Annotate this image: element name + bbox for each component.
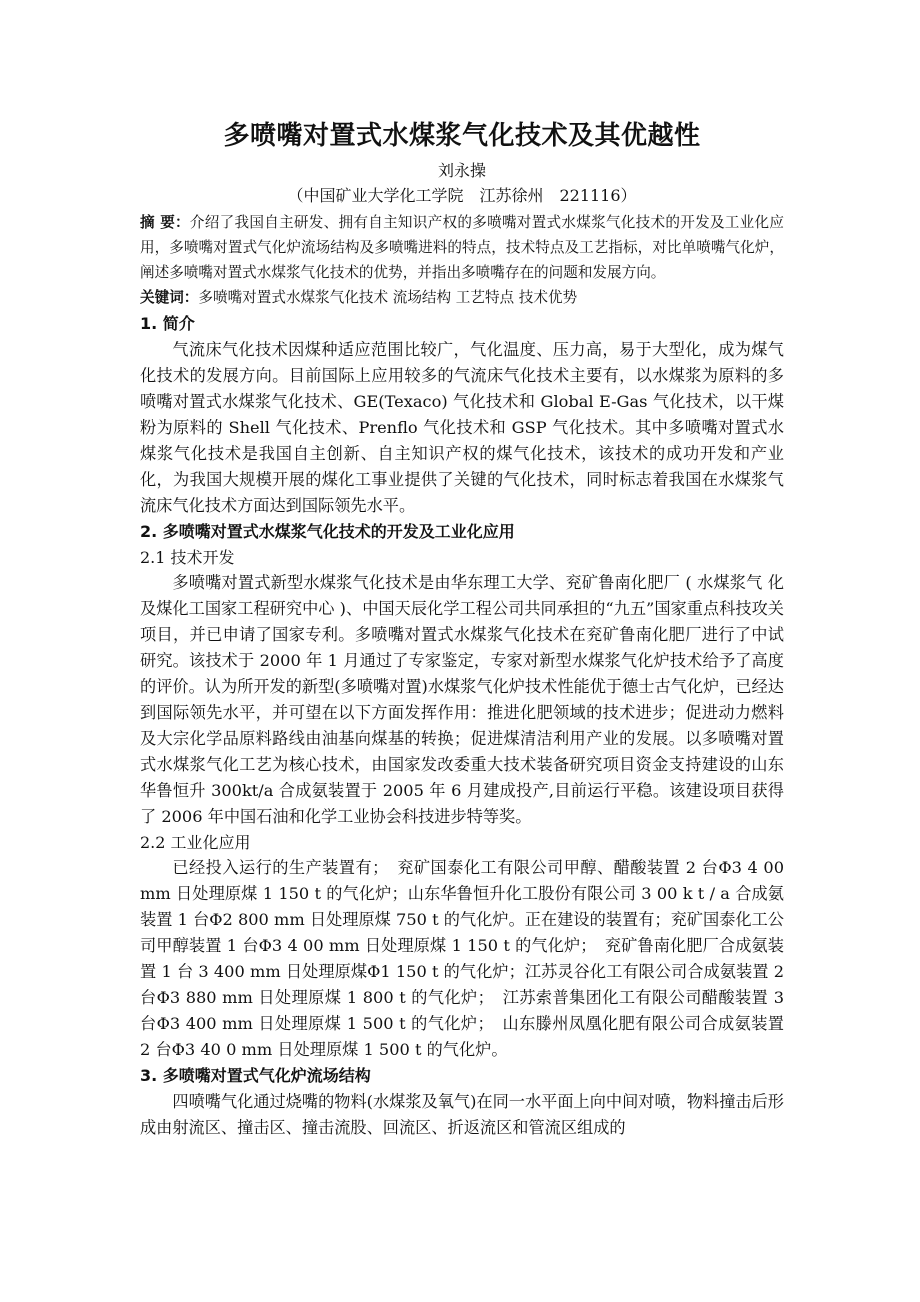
section-2-1-heading: 2.1 技术开发 xyxy=(140,548,235,567)
paper-title: 多喷嘴对置式水煤浆气化技术及其优越性 xyxy=(223,121,701,151)
section-1-paragraph: 气流床气化技术因煤种适应范围比较广，气化温度、压力高，易于大型化，成为煤气化技术的发展方向。目前国际上应用较多的气流床气化技术主要有，以水煤浆为原料的多喷嘴对置式水煤浆气化技术、GE(Texaco) 气化技术和 Global E-Gas 气化技术，以干煤粉为原料的 Shell 气化技术、Prenflo 气化技术和 GSP 气化技术。其中多喷嘴对置式水煤浆气化技术是我国自主创新、自主知识产权的煤气化技术，该技术的成功开发和产业化，为我国大规模开展的煤化工事业提供了关键的气化技术，同时标志着我国在水煤浆气流床气化技术方面达到国际领先水平。 xyxy=(140,340,784,515)
keywords-text: 多喷嘴对置式水煤浆气化技术 流场结构 工艺特点 技术优势 xyxy=(198,289,578,306)
abstract-text: 介绍了我国自主研发、拥有自主知识产权的多喷嘴对置式水煤浆气化技术的开发及工业化应用，多喷嘴对置式气化炉流场结构及多喷嘴进料的特点，技术特点及工艺指标，对比单喷嘴气化炉，阐述多喷嘴对置式水煤浆气化技术的优势，并指出多喷嘴存在的问题和发展方向。 xyxy=(140,214,784,281)
abstract xyxy=(140,210,784,285)
keywords xyxy=(140,285,784,310)
section-3-heading: 3. 多喷嘴对置式气化炉流场结构 xyxy=(140,1066,371,1085)
paper-affiliation: （中国矿业大学化工学院 江苏徐州 221116） xyxy=(287,186,637,205)
section-3-paragraph: 四喷嘴气化通过烧嘴的物料(水煤浆及氧气)在同一水平面上向中间对喷，物料撞击后形成由射流区、撞击区、撞击流股、回流区、折返流区和管流区组成的 xyxy=(140,1092,784,1137)
keywords-label: 关键词： xyxy=(140,289,199,306)
paper-author: 刘永操 xyxy=(437,161,486,180)
section-2-2-paragraph: 已经投入运行的生产装置有； 兖矿国泰化工有限公司甲醇、醋酸装置 2 台Φ3 4 00 mm 日处理原煤 1 150 t 的气化炉；山东华鲁恒升化工股份有限公司 3 00 k t / a 合成氨装置 1 台Φ2 800 mm 日处理原煤 750 t 的气化炉。正在建设的装置有；兖矿国泰化工公司甲醇装置 1 台Φ3 4 00 mm 日处理原煤 1 150 t 的气化炉； 兖矿鲁南化肥厂合成氨装置 1 台 3 400 mm 日处理原煤Φ1 150 t 的气化炉；江苏灵谷化工有限公司合成氨装置 2 台Φ3 880 mm 日处理原煤 1 800 t 的气化炉； 江苏索普集团化工有限公司醋酸装置 3 台Φ3 400 mm 日处理原煤 1 500 t 的气化炉； 山东滕州凤凰化肥有限公司合成氨装置 2 台Φ3 40 0 mm 日处理原煤 1 500 t 的气化炉。 xyxy=(140,858,784,1059)
section-2-1-paragraph: 多喷嘴对置式新型水煤浆气化技术是由华东理工大学、兖矿鲁南化肥厂 ( 水煤浆气 化及煤化工国家工程研究中心 )、中国天辰化学工程公司共同承担的“九五”国家重点科技攻关项目，并已申请了国家专利。多喷嘴对置式水煤浆气化技术在兖矿鲁南化肥厂进行了中试研究。该技术于 2000 年 1 月通过了专家鉴定，专家对新型水煤浆气化炉技术给予了高度的评价。认为所开发的新型(多喷嘴对置)水煤浆气化炉技术性能优于德士古气化炉，已经达到国际领先水平，并可望在以下方面发挥作用：推进化肥领域的技术进步；促进动力燃料及大宗化学品原料路线由油基向煤基的转换；促进煤清洁利用产业的发展。以多喷嘴对置式水煤浆气化工艺为核心技术，由国家发改委重大技术装备研究项目资金支持建设的山东华鲁恒升 300kt/a 合成氨装置于 2005 年 6 月建成投产,目前运行平稳。该建设项目获得了 2006 年中国石油和化学工业协会科技进步特等奖。 xyxy=(140,573,784,826)
abstract-label: 摘 要： xyxy=(140,214,190,231)
section-1-heading: 1. 简介 xyxy=(140,314,195,333)
section-2-heading: 2. 多喷嘴对置式水煤浆气化技术的开发及工业化应用 xyxy=(140,522,515,541)
section-2-2-heading: 2.2 工业化应用 xyxy=(140,833,251,852)
